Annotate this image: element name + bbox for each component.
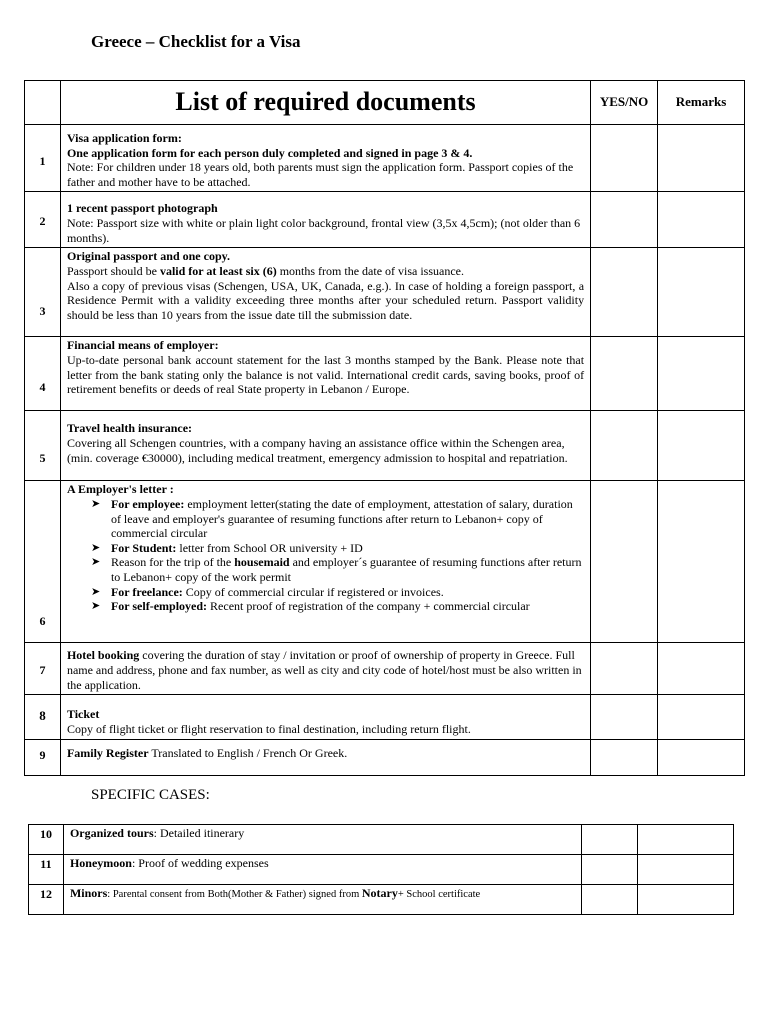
row-text: Translated to English / French Or Greek. bbox=[148, 745, 348, 760]
arrow-bullet-icon: ➤ bbox=[90, 497, 101, 510]
row-number: 4 bbox=[25, 337, 61, 411]
row-content bbox=[63, 825, 581, 855]
page-title: Greece – Checklist for a Visa bbox=[91, 32, 301, 51]
specific-cases-heading: SPECIFIC CASES: bbox=[91, 787, 210, 803]
header-number-cell bbox=[25, 81, 61, 125]
table-row bbox=[25, 248, 745, 337]
list-item-text: letter from School OR university + ID bbox=[176, 540, 363, 555]
table-row bbox=[25, 411, 745, 481]
table-row bbox=[25, 125, 745, 192]
row-note: Note: For children under 18 years old, both parents must sign the application form. Passport copies of the father and mother have to be attached. bbox=[66, 160, 574, 189]
row-content bbox=[60, 125, 590, 192]
row-content bbox=[60, 192, 590, 248]
row-number: 5 bbox=[25, 411, 61, 481]
remarks-cell[interactable] bbox=[638, 855, 734, 885]
row-title: A Employer's letter : bbox=[66, 482, 174, 497]
table-row bbox=[25, 695, 745, 739]
remarks-cell[interactable] bbox=[638, 885, 734, 915]
list-item bbox=[91, 585, 584, 600]
row-number: 8 bbox=[25, 695, 61, 739]
row-title: 1 recent passport photograph bbox=[66, 201, 218, 216]
table-row bbox=[25, 337, 745, 411]
row-title: Honeymoon bbox=[69, 856, 132, 870]
yes-no-cell[interactable] bbox=[591, 248, 658, 337]
table-row bbox=[29, 855, 734, 885]
table-row bbox=[25, 643, 745, 695]
row-title: Financial means of employer: bbox=[66, 338, 219, 353]
yes-no-cell[interactable] bbox=[591, 739, 658, 775]
row-content bbox=[60, 643, 590, 695]
yes-no-cell[interactable] bbox=[582, 855, 638, 885]
row-title: Family Register bbox=[66, 745, 149, 760]
row-text bbox=[67, 264, 584, 279]
row-number: 12 bbox=[29, 885, 64, 915]
row-number: 10 bbox=[29, 825, 64, 855]
yes-no-cell[interactable] bbox=[591, 411, 658, 481]
remarks-cell[interactable] bbox=[658, 643, 745, 695]
row-text: : Detailed itinerary bbox=[153, 826, 245, 840]
list-item-label: For self-employed: bbox=[110, 599, 208, 614]
row-content bbox=[60, 739, 590, 775]
row-content bbox=[63, 855, 581, 885]
remarks-cell[interactable] bbox=[658, 695, 745, 739]
table-row bbox=[29, 885, 734, 915]
row-text: covering the duration of stay / invitation or proof of ownership of property in Greece. Full name and address, phone and fax number, as well as city and city code of hotel/host must be also written in the application. bbox=[66, 648, 582, 692]
yes-no-cell[interactable] bbox=[591, 481, 658, 643]
row-text: Copy of flight ticket or flight reservation to final destination, including return flight. bbox=[66, 721, 471, 736]
header-yes-no: YES/NO bbox=[591, 81, 658, 125]
row-text-part: months from the date of visa issuance. bbox=[276, 263, 464, 278]
list-item-label: housemaid bbox=[234, 555, 290, 570]
arrow-bullet-icon: ➤ bbox=[90, 600, 101, 613]
row-title: Hotel booking bbox=[66, 648, 140, 663]
remarks-cell[interactable] bbox=[658, 481, 745, 643]
table-header-row bbox=[25, 81, 745, 125]
remarks-cell[interactable] bbox=[658, 125, 745, 192]
list-item bbox=[91, 541, 584, 556]
list-item-label: For employee: bbox=[110, 496, 185, 511]
row-content bbox=[60, 695, 590, 739]
list-item-text: employment letter(stating the date of employment, attestation of salary, duration of leave and employer's guarantee of resuming functions after return to Lebanon+ copy of commercial circular bbox=[110, 496, 573, 541]
list-item-label: For Student: bbox=[110, 540, 177, 555]
table-row bbox=[25, 481, 745, 643]
row-content bbox=[60, 411, 590, 481]
row-title: Original passport and one copy. bbox=[66, 249, 230, 264]
table-row bbox=[25, 192, 745, 248]
row-title: Organized tours bbox=[69, 826, 154, 840]
list-item-text: Recent proof of registration of the company + commercial circular bbox=[207, 599, 530, 614]
yes-no-cell[interactable] bbox=[582, 885, 638, 915]
row-title: Ticket bbox=[66, 707, 100, 722]
yes-no-cell[interactable] bbox=[591, 192, 658, 248]
employer-letter-list bbox=[67, 497, 584, 614]
row-number: 11 bbox=[29, 855, 64, 885]
row-number: 1 bbox=[25, 125, 61, 192]
remarks-cell[interactable] bbox=[658, 248, 745, 337]
row-text-part: Passport should be bbox=[66, 263, 160, 278]
table-row bbox=[29, 825, 734, 855]
list-item bbox=[91, 555, 584, 584]
row-text: + School certificate bbox=[397, 889, 481, 900]
row-content bbox=[63, 885, 581, 915]
remarks-cell[interactable] bbox=[658, 739, 745, 775]
yes-no-cell[interactable] bbox=[582, 825, 638, 855]
list-item-text: Copy of commercial circular if registered or invoices. bbox=[182, 584, 444, 599]
row-text: Up-to-date personal bank account statement for the last 3 months stamped by the Bank. Please note that letter from the bank stating only the balance is not valid. International credit cards, saving books, proof of retirement benefits or deeds of real State property in Lebanon / Europe. bbox=[66, 352, 585, 397]
list-item bbox=[91, 497, 584, 541]
row-number: 2 bbox=[25, 192, 61, 248]
row-text: : Proof of wedding expenses bbox=[131, 856, 269, 870]
yes-no-cell[interactable] bbox=[591, 643, 658, 695]
row-title: Travel health insurance: bbox=[66, 421, 193, 436]
row-content bbox=[60, 337, 590, 411]
remarks-cell[interactable] bbox=[658, 337, 745, 411]
required-documents-table bbox=[24, 80, 745, 776]
yes-no-cell[interactable] bbox=[591, 695, 658, 739]
row-title: Visa application form: bbox=[66, 131, 182, 145]
row-number: 7 bbox=[25, 643, 61, 695]
row-content bbox=[60, 248, 590, 337]
row-text-more: Also a copy of previous visas (Schengen, USA, UK, Canada, e.g.). In case of holding a foreign passport, a Residence Permit with a validity exceeding three months after your scheduled return. Passport validity should be less than 10 years from the issue date till the submission date. bbox=[66, 278, 585, 322]
row-number: 3 bbox=[25, 248, 61, 337]
row-number: 6 bbox=[25, 481, 61, 643]
row-text-highlight: Notary bbox=[361, 886, 398, 900]
specific-cases-table bbox=[28, 824, 734, 915]
arrow-bullet-icon: ➤ bbox=[90, 541, 101, 554]
remarks-cell[interactable] bbox=[638, 825, 734, 855]
header-list-title: List of required documents bbox=[60, 81, 590, 125]
arrow-bullet-icon: ➤ bbox=[90, 585, 101, 598]
row-subtitle: One application form for each person duly completed and signed in page 3 & 4. bbox=[66, 145, 473, 160]
row-note: Note: Passport size with white or plain light color background, frontal view (3,5x 4,5cm); (not older than 6 months). bbox=[66, 215, 581, 245]
yes-no-cell[interactable] bbox=[591, 125, 658, 192]
remarks-cell[interactable] bbox=[658, 192, 745, 248]
table-row bbox=[25, 739, 745, 775]
list-item-text: and employer´s guarantee of resuming functions after return to Lebanon+ copy of the work permit bbox=[110, 555, 582, 584]
row-text: : Parental consent from Both(Mother & Father) signed from bbox=[107, 889, 362, 900]
list-item-text: Reason for the trip of the bbox=[110, 555, 235, 570]
remarks-cell[interactable] bbox=[658, 411, 745, 481]
row-content bbox=[60, 481, 590, 643]
row-title: Minors bbox=[69, 886, 108, 900]
row-text-highlight: valid for at least six (6) bbox=[159, 263, 277, 278]
header-remarks: Remarks bbox=[658, 81, 745, 125]
list-item bbox=[91, 599, 584, 614]
row-number: 9 bbox=[25, 739, 61, 775]
arrow-bullet-icon: ➤ bbox=[90, 556, 101, 569]
list-item-label: For freelance: bbox=[110, 584, 183, 599]
yes-no-cell[interactable] bbox=[591, 337, 658, 411]
row-text: Covering all Schengen countries, with a company having an assistance office within the Schengen area, (min. coverage €30000), including medical treatment, emergency admission to hospital and repatriation. bbox=[66, 435, 568, 465]
